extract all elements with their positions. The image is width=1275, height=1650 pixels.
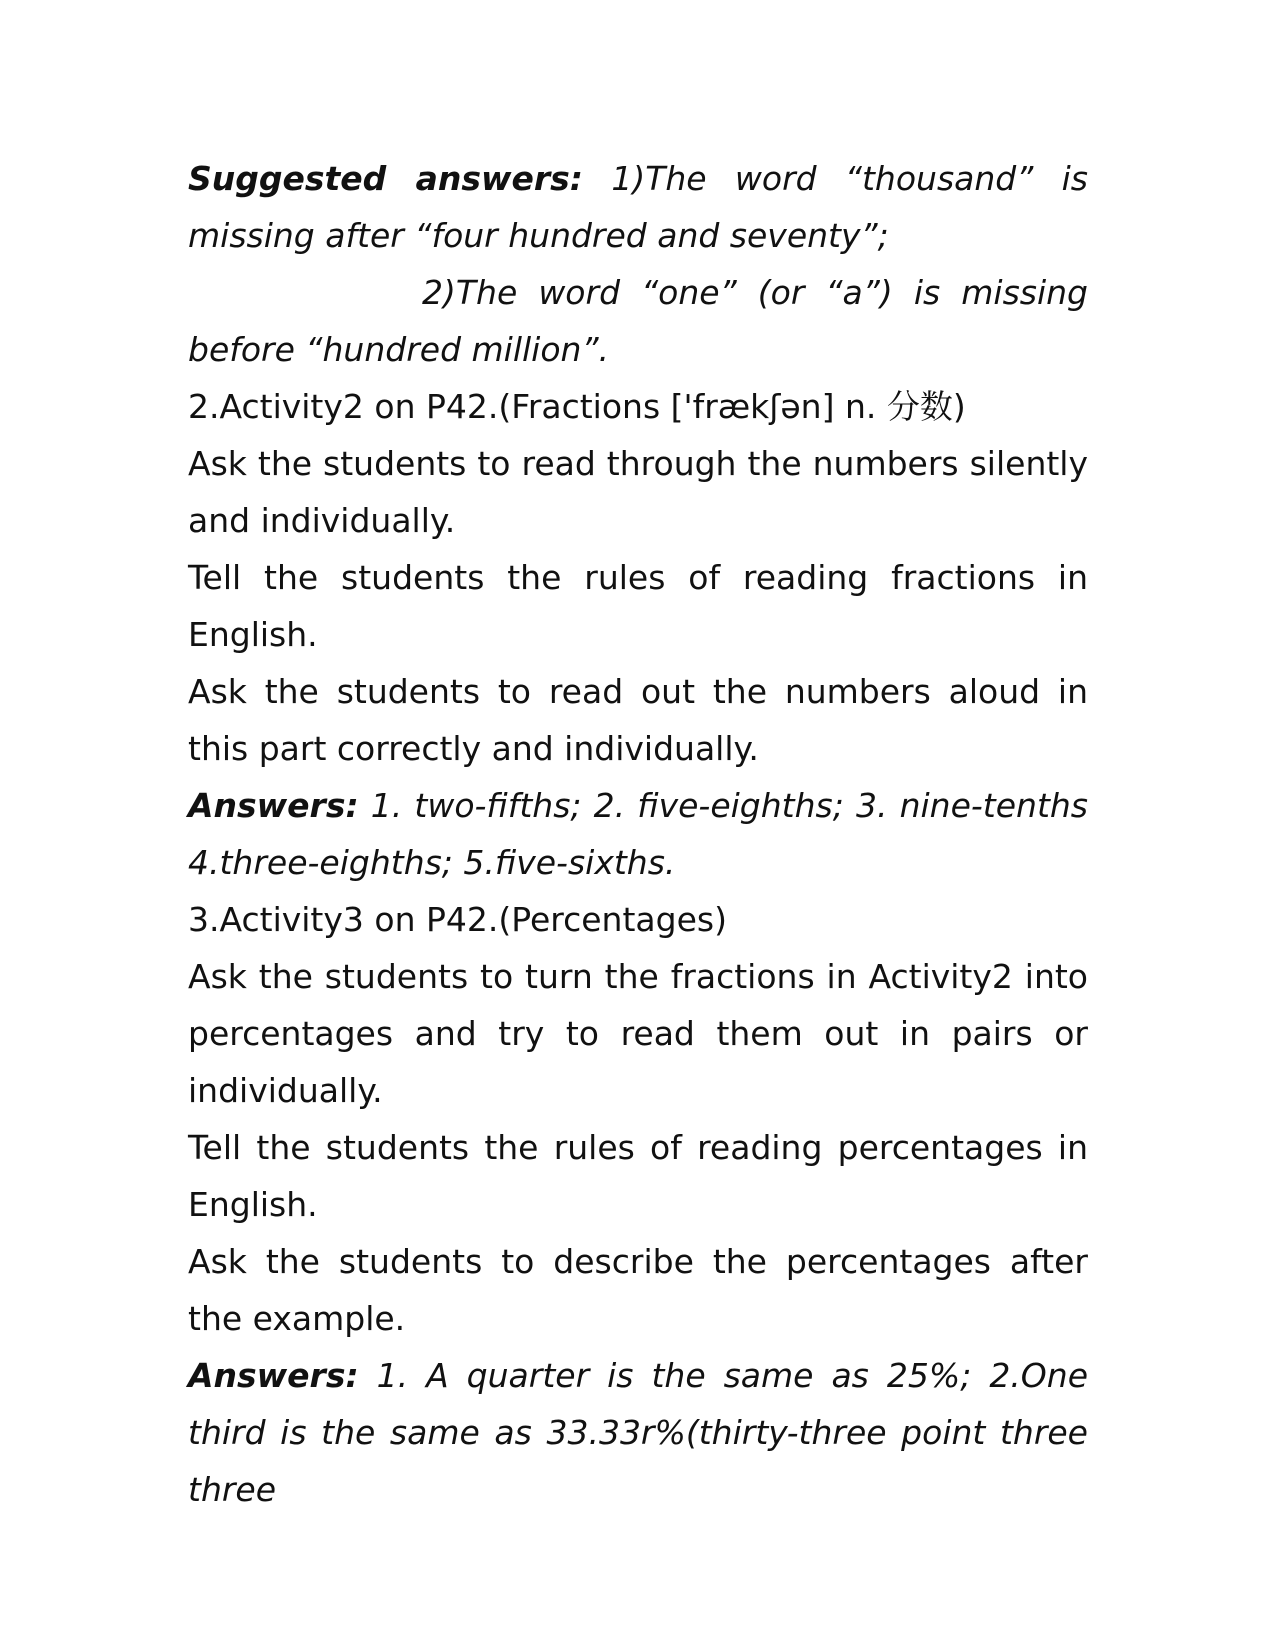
- activity2-heading-text: 2.Activity2 on P42.(Fractions ['frækʃən] n. 分数): [188, 387, 966, 426]
- suggested-answer-2-paragraph: [188, 264, 1088, 378]
- instruction-fraction-rules: [188, 549, 1088, 663]
- instruction-percentage-rules-text: Tell the students the rules of reading percentages in English.: [188, 1128, 1088, 1224]
- instruction-percentage-rules: [188, 1119, 1088, 1233]
- instruction-fraction-rules-text: Tell the students the rules of reading fractions in English.: [188, 558, 1088, 654]
- instruction-read-silently: [188, 435, 1088, 549]
- instruction-turn-percentages: [188, 948, 1088, 1119]
- fraction-answers-paragraph: [188, 777, 1088, 891]
- instruction-turn-percentages-text: Ask the students to turn the fractions in Activity2 into percentages and try to read them out in pairs or individually.: [188, 957, 1088, 1110]
- suggested-answers-label: Suggested answers:: [188, 159, 584, 198]
- instruction-describe-percentages-text: Ask the students to describe the percentages after the example.: [188, 1242, 1088, 1338]
- activity3-heading-text: 3.Activity3 on P42.(Percentages): [188, 900, 727, 939]
- instruction-read-aloud: [188, 663, 1088, 777]
- suggested-answer-2-text: 2)The word “one” (or “a”) is missing before “hundred million”.: [188, 273, 1088, 369]
- document-page: [188, 150, 1088, 1518]
- percentage-answers-paragraph: [188, 1347, 1088, 1518]
- instruction-read-silently-text: Ask the students to read through the numbers silently and individually.: [188, 444, 1088, 540]
- percentage-answers-text: 1. A quarter is the same as 25%; 2.One third is the same as 33.33r%(thirty-three point three three: [188, 1356, 1088, 1509]
- activity2-heading: [188, 378, 1088, 435]
- fraction-answers-label: Answers:: [188, 786, 359, 825]
- percentage-answers-label: Answers:: [188, 1356, 359, 1395]
- instruction-read-aloud-text: Ask the students to read out the numbers aloud in this part correctly and individually.: [188, 672, 1088, 768]
- suggested-answers-paragraph: [188, 150, 1088, 264]
- fraction-answers-text: 1. two-fifths; 2. five-eighths; 3. nine-tenths 4.three-eighths; 5.five-sixths.: [188, 786, 1088, 882]
- suggested-answer-1-text: 1)The word “thousand” is missing after “four hundred and seventy”;: [188, 159, 1088, 255]
- activity3-heading: [188, 891, 1088, 948]
- instruction-describe-percentages: [188, 1233, 1088, 1347]
